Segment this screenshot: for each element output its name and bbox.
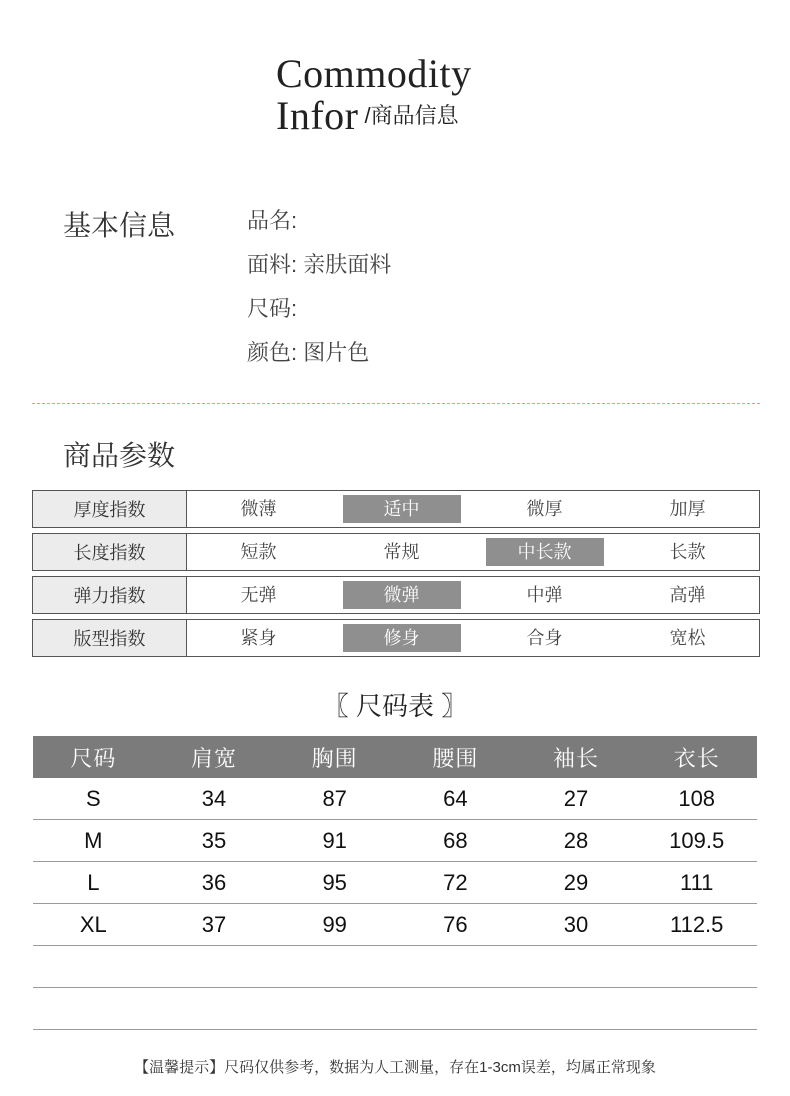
- param-option: [187, 534, 330, 570]
- table-cell: [516, 988, 637, 1029]
- basic-info-title: 基本信息: [63, 210, 176, 241]
- size-table-title: 〖 尺码表 〗: [322, 691, 468, 721]
- param-label: 版型指数: [33, 620, 187, 656]
- table-cell: 34: [201, 785, 227, 811]
- table-cell: [395, 946, 516, 987]
- dashed-divider: [32, 403, 760, 404]
- table-cell: S: [85, 785, 101, 811]
- table-row-empty: [33, 988, 757, 1030]
- table-cell: 109.5: [669, 827, 725, 853]
- header-title-en-line2: Infor: [276, 93, 359, 138]
- table-cell: 30: [563, 911, 589, 937]
- param-option-text: 合身: [526, 628, 563, 648]
- param-option: [473, 620, 616, 656]
- param-option: [473, 491, 616, 527]
- page-header: [276, 51, 516, 138]
- table-cell: [636, 946, 757, 987]
- param-option-text: 微弹: [343, 581, 461, 609]
- table-row: [33, 778, 757, 820]
- param-options: [187, 620, 759, 656]
- size-table-header-cell: 胸围: [311, 745, 358, 771]
- param-options: [187, 577, 759, 613]
- param-option-text: 微薄: [240, 499, 277, 519]
- table-cell: [33, 946, 154, 987]
- param-option: [616, 577, 759, 613]
- size-table-header-cell: 衣长: [673, 745, 720, 771]
- param-option-text: 无弹: [240, 585, 277, 605]
- basic-info-color: 颜色: 图片色: [247, 340, 370, 365]
- param-option-text: 适中: [343, 495, 461, 523]
- size-table-header-cell: 肩宽: [191, 745, 238, 771]
- param-option: [330, 534, 473, 570]
- table-cell: 112.5: [669, 911, 724, 937]
- table-cell: [395, 988, 516, 1029]
- table-cell: [274, 946, 395, 987]
- param-option-selected: [330, 491, 473, 527]
- table-cell: 64: [443, 785, 468, 811]
- table-row-empty: [33, 946, 757, 988]
- param-options: [187, 534, 759, 570]
- param-label: 长度指数: [33, 534, 187, 570]
- basic-info-list: [247, 204, 391, 380]
- header-title-cn: /商品信息: [364, 103, 459, 128]
- param-option-text: 长款: [669, 542, 706, 562]
- param-option-text: 紧身: [240, 628, 277, 648]
- table-cell: [274, 988, 395, 1029]
- param-option-text: 短款: [240, 542, 277, 562]
- header-title-en-line1: Commodity: [276, 51, 472, 96]
- size-table: [33, 736, 757, 1030]
- size-table-header-cell: 袖长: [553, 745, 600, 771]
- param-row-thickness: [32, 490, 760, 528]
- param-option-selected: [330, 577, 473, 613]
- table-cell: 27: [563, 785, 589, 811]
- table-cell: 95: [322, 869, 347, 895]
- table-row: [33, 820, 757, 862]
- table-row: [33, 904, 757, 946]
- table-cell: 91: [322, 827, 347, 853]
- table-cell: 111: [679, 869, 714, 895]
- param-row-fit: [32, 619, 760, 657]
- param-option: [187, 491, 330, 527]
- param-option-text: 常规: [383, 542, 420, 562]
- table-cell: L: [87, 869, 100, 895]
- basic-info-size: 尺码:: [247, 296, 298, 321]
- param-option-text: 中长款: [486, 538, 604, 566]
- table-cell: 29: [563, 869, 589, 895]
- size-table-header-cell: 腰围: [432, 745, 479, 771]
- param-option-selected: [473, 534, 616, 570]
- param-option: [187, 577, 330, 613]
- table-cell: 37: [201, 911, 227, 937]
- table-cell: 108: [678, 785, 716, 811]
- table-row: [33, 862, 757, 904]
- table-cell: 76: [443, 911, 468, 937]
- table-cell: [154, 988, 275, 1029]
- param-options: [187, 491, 759, 527]
- table-cell: [33, 988, 154, 1029]
- table-cell: 99: [322, 911, 347, 937]
- param-option: [187, 620, 330, 656]
- param-option-text: 高弹: [669, 585, 706, 605]
- param-option-text: 加厚: [669, 499, 706, 519]
- param-option: [473, 577, 616, 613]
- param-row-length: [32, 533, 760, 571]
- params-title: 商品参数: [63, 440, 176, 471]
- param-label: 弹力指数: [33, 577, 187, 613]
- param-option-text: 中弹: [526, 585, 563, 605]
- table-cell: 35: [201, 827, 227, 853]
- table-cell: [636, 988, 757, 1029]
- table-cell: XL: [79, 911, 107, 937]
- param-row-elasticity: [32, 576, 760, 614]
- param-option-text: 修身: [343, 624, 461, 652]
- param-option: [616, 491, 759, 527]
- table-cell: [154, 946, 275, 987]
- size-table-header-cell: 尺码: [70, 745, 117, 771]
- table-cell: 28: [563, 827, 589, 853]
- table-cell: 68: [443, 827, 468, 853]
- footnote: 【温馨提示】尺码仅供参考，数据为人工测量，存在1-3cm误差，均属正常现象: [134, 1059, 656, 1076]
- table-cell: 72: [443, 869, 468, 895]
- basic-info-name: 品名:: [247, 208, 298, 233]
- size-table-header: [33, 736, 757, 778]
- param-option: [616, 534, 759, 570]
- table-cell: 87: [322, 785, 347, 811]
- table-cell: M: [84, 827, 103, 853]
- table-cell: 36: [201, 869, 227, 895]
- param-label: 厚度指数: [33, 491, 187, 527]
- basic-info-fabric: 面料: 亲肤面料: [247, 252, 392, 277]
- param-option: [616, 620, 759, 656]
- header-title-row2: [276, 93, 516, 138]
- param-option-text: 宽松: [669, 628, 706, 648]
- table-cell: [516, 946, 637, 987]
- param-option-selected: [330, 620, 473, 656]
- param-option-text: 微厚: [526, 499, 563, 519]
